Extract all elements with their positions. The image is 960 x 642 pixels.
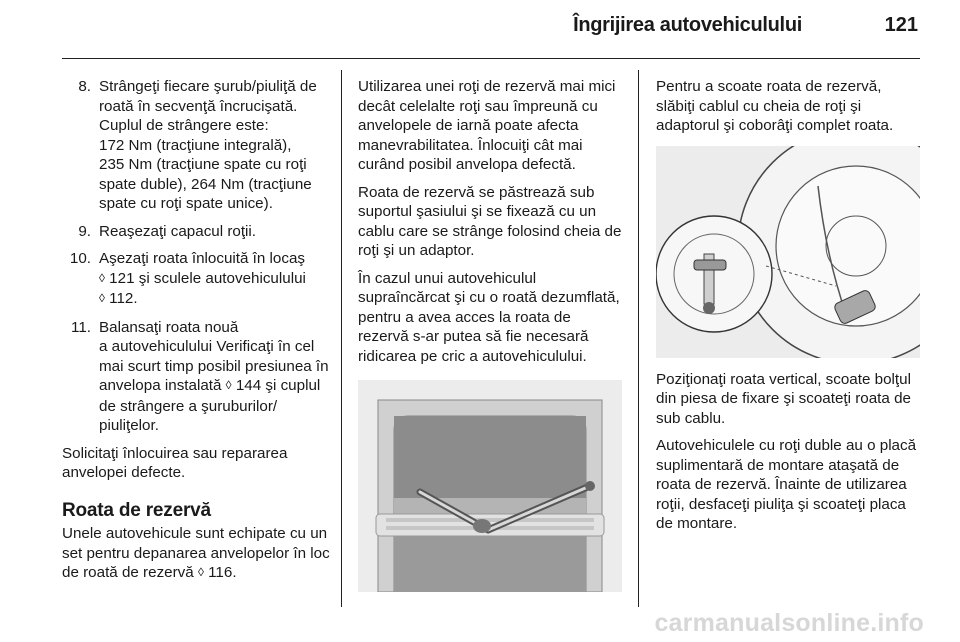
paragraph-small-spare: Utilizarea unei roţi de rezervă mai mici decât celelalte roţi sau împreună cu anvelopele de iarnă poate afecta manevrabilitatea. Înlocuiţi cât mai curând posibil anvelopa defectă. xyxy=(358,78,616,173)
list-number: 10. xyxy=(69,250,91,267)
list-text: roată în secvenţă încrucişată. xyxy=(99,97,298,115)
column-2 xyxy=(358,77,624,592)
page-ref-link[interactable]: 116. xyxy=(208,564,237,581)
page-number: 121 xyxy=(884,14,918,36)
list-number: 8. xyxy=(78,78,91,95)
column-divider-left xyxy=(341,70,342,607)
list-item-11 xyxy=(62,318,330,436)
paragraph-remove-spare: Pentru a scoate roata de rezervă, slăbiţi cablul cu cheia de roţi şi adaptorul şi coborâţi complet roata. xyxy=(656,78,894,134)
page-ref-icon: ◊ xyxy=(197,565,204,579)
illustration-spare-wheel-cable xyxy=(656,146,920,358)
list-text: de strângere a şuruburilor/ xyxy=(99,397,278,415)
column-divider-right xyxy=(638,70,639,607)
section-heading-spare-wheel: Roata de rezervă xyxy=(62,499,211,521)
column-3 xyxy=(656,77,922,542)
list-text: şi cuplul xyxy=(261,377,321,394)
list-number: 9. xyxy=(78,222,91,240)
paragraph-spare-storage: Roata de rezervă se păstrează sub suportul şasiului şi se fixează cu un cablu care se strânge folosind cheia de roţi şi un adaptor. xyxy=(358,183,622,259)
list-text: Cuplul de strângere este: xyxy=(99,117,269,134)
list-text: 172 Nm (tracţiune integrală), xyxy=(99,136,292,154)
list-text: piuliţelor. xyxy=(99,417,159,434)
list-number: 11. xyxy=(71,318,91,336)
paragraph-dual-wheels: Autovehiculele cu roţi duble au o placă suplimentară de montare ataşată de roata de rezervă. Înainte de utilizarea roţii, desfaceţi piuliţa şi scoateţi placa de montare. xyxy=(656,437,917,532)
list-text: spate duble), 264 Nm (tracţiune xyxy=(99,175,312,193)
paragraph-defect: Solicitaţi înlocuirea sau repararea anvelopei defecte. xyxy=(62,444,288,481)
list-text: mai scurt timp posibil presiunea în xyxy=(99,357,329,375)
list-text: 235 Nm (tracţiune spate cu roţi xyxy=(99,156,307,173)
list-item-9 xyxy=(62,222,330,242)
wrench-illustration xyxy=(358,380,622,592)
spare-wheel-illustration xyxy=(656,146,920,358)
page-header-title: Îngrijirea autovehiculului xyxy=(573,14,802,36)
paragraph-text: Unele autovehicule sunt echipate cu un set pentru depanarea anvelopelor în loc de roată de rezervă xyxy=(62,525,330,581)
list-text: a autovehiculului Verificaţi în cel xyxy=(99,338,315,355)
page-ref-link[interactable]: 121 xyxy=(109,269,135,287)
header-rule xyxy=(62,58,920,59)
list-item-8 xyxy=(62,77,330,214)
list-text: Strângeţi fiecare şurub/piuliţă de xyxy=(99,78,317,95)
page-ref-icon: ◊ xyxy=(225,378,232,392)
illustration-wheel-wrench-under-vehicle xyxy=(358,380,622,592)
list-text: Balansaţi roata nouă xyxy=(99,318,239,336)
list-text: Reaşezaţi capacul roţii. xyxy=(99,222,257,240)
page-ref-icon: ◊ xyxy=(99,270,105,285)
watermark-logo: carmanualsonline.info xyxy=(654,609,924,637)
list-text: Aşezaţi roata înlocuită în locaş xyxy=(99,250,305,267)
paragraph-spare-wheel xyxy=(62,524,330,584)
page-ref-link[interactable]: 144 xyxy=(235,377,262,394)
list-text: anvelopa instalată xyxy=(99,377,226,394)
paragraph-overloaded: În cazul unui autovehiculul supraîncărcat şi cu o roată dezumflată, pentru a avea acces la roata de rezervă s-ar putea să fie necesară ridicarea pe cric a autovehiculului. xyxy=(358,269,620,365)
column-1 xyxy=(62,77,330,592)
page-ref-icon: ◊ xyxy=(99,291,105,305)
list-item-10 xyxy=(62,249,330,310)
paragraph-position-wheel: Poziţionaţi roata vertical, scoate bolţul din piesa de fixare şi scoateţi roata de sub cablu. xyxy=(656,370,911,427)
page-ref-link[interactable]: 112. xyxy=(109,290,138,307)
list-text: spate cu roţi spate unice). xyxy=(99,195,273,212)
list-text: şi sculele autovehiculului xyxy=(134,269,306,287)
